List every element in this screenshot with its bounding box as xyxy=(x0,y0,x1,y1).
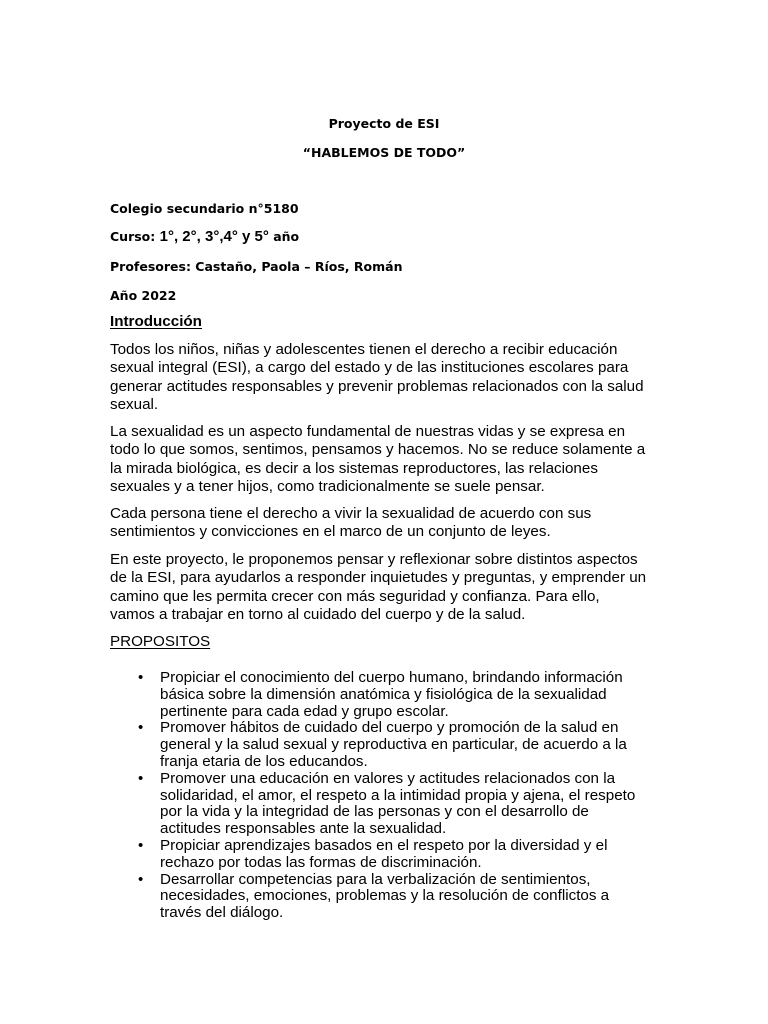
document-year: Año 2022 xyxy=(110,288,177,303)
document-subtitle: “HABLEMOS DE TODO” xyxy=(302,145,466,160)
text-line: La sexualidad es un aspecto fundamental de nuestras vidas y se expresa en xyxy=(110,423,626,440)
text-line: sexual integral (ESI), a cargo del estado y de las instituciones escolares para xyxy=(110,359,629,377)
text-line: generar actitudes responsables y prevenir problemas relacionados con la salud xyxy=(110,377,644,395)
intro-paragraph-2 xyxy=(110,423,660,496)
text-line: Cada persona tiene el derecho a vivir la sexualidad de acuerdo con sus xyxy=(110,505,592,522)
text-line: general y la salud sexual y reproductiva en particular, de acuerdo a la xyxy=(160,736,627,754)
purposes-heading: PROPOSITOS xyxy=(110,633,211,650)
school-name: Colegio secundario n°5180 xyxy=(110,201,299,216)
document-title: Proyecto de ESI xyxy=(328,116,440,131)
intro-paragraph-4 xyxy=(110,551,660,624)
text-line: franja etaria de los educandos. xyxy=(160,752,368,770)
purpose-item xyxy=(110,872,670,922)
text-line: sexual. xyxy=(110,395,159,413)
text-line: pertinente para cada edad y grupo escolar. xyxy=(160,702,449,720)
text-line: Desarrollar competencias para la verbalización de sentimientos, xyxy=(160,870,591,888)
bullet-icon: • xyxy=(138,769,144,787)
text-line: Propiciar aprendizajes basados en el respeto por la diversidad y el xyxy=(160,836,608,854)
course-line xyxy=(110,228,299,245)
text-line: vamos a trabajar en torno al cuidado del cuerpo y de la salud. xyxy=(110,605,526,623)
purpose-item xyxy=(110,670,670,720)
course-grades: 1°, 2°, 3°,4° y 5° xyxy=(159,228,269,245)
purpose-item xyxy=(110,838,670,872)
text-line: básica sobre la dimensión anatómica y fisiológica de la sexualidad xyxy=(160,685,607,703)
text-line: rechazo por todas las formas de discriminación. xyxy=(160,853,482,871)
text-line: través del diálogo. xyxy=(160,904,284,922)
text-line: Todos los niños, niñas y adolescentes tienen el derecho a recibir educación xyxy=(110,341,618,358)
text-line: de la ESI, para ayudarlos a responder inquietudes y preguntas, y emprender un xyxy=(110,569,647,587)
intro-paragraph-1 xyxy=(110,341,660,414)
bullet-icon: • xyxy=(138,870,144,888)
introduction-heading: Introducción xyxy=(110,313,202,330)
text-line: por la vida y la integridad de las personas y con el desarrollo de xyxy=(160,803,589,821)
purpose-item xyxy=(110,771,670,838)
text-line: sexuales y a tener hijos, como tradicionalmente se suele pensar. xyxy=(110,477,545,495)
bullet-icon: • xyxy=(138,836,144,854)
text-line: sentimientos y convicciones en el marco de un conjunto de leyes. xyxy=(110,523,551,541)
text-line: la mirada biológica, es decir a los sistemas reproductores, las relaciones xyxy=(110,459,598,477)
course-suffix: año xyxy=(268,229,300,244)
course-label: Curso: xyxy=(110,229,160,244)
text-line: Promover hábitos de cuidado del cuerpo y promoción de la salud en xyxy=(160,719,619,737)
text-line: Promover una educación en valores y actitudes relacionados con la xyxy=(160,769,616,787)
bullet-icon: • xyxy=(138,719,144,737)
text-line: necesidades, emociones, problemas y la resolución de conflictos a xyxy=(160,887,610,905)
bullet-icon: • xyxy=(138,669,144,686)
text-line: En este proyecto, le proponemos pensar y reflexionar sobre distintos aspectos xyxy=(110,551,638,568)
intro-paragraph-3 xyxy=(110,505,660,542)
text-line: solidaridad, el amor, el respeto a la intimidad propia y ajena, el respeto xyxy=(160,786,636,804)
text-line: Propiciar el conocimiento del cuerpo humano, brindando información xyxy=(160,669,623,686)
text-line: todo lo que somos, sentimos, pensamos y hacemos. No se reduce solamente a xyxy=(110,441,646,459)
text-line: actitudes responsables ante la sexualidad. xyxy=(160,820,447,838)
text-line: camino que les permita crecer con más seguridad y confianza. Para ello, xyxy=(110,587,600,605)
purposes-list xyxy=(110,670,670,922)
teachers: Profesores: Castaño, Paola – Ríos, Román xyxy=(110,259,403,274)
purpose-item xyxy=(110,720,670,770)
